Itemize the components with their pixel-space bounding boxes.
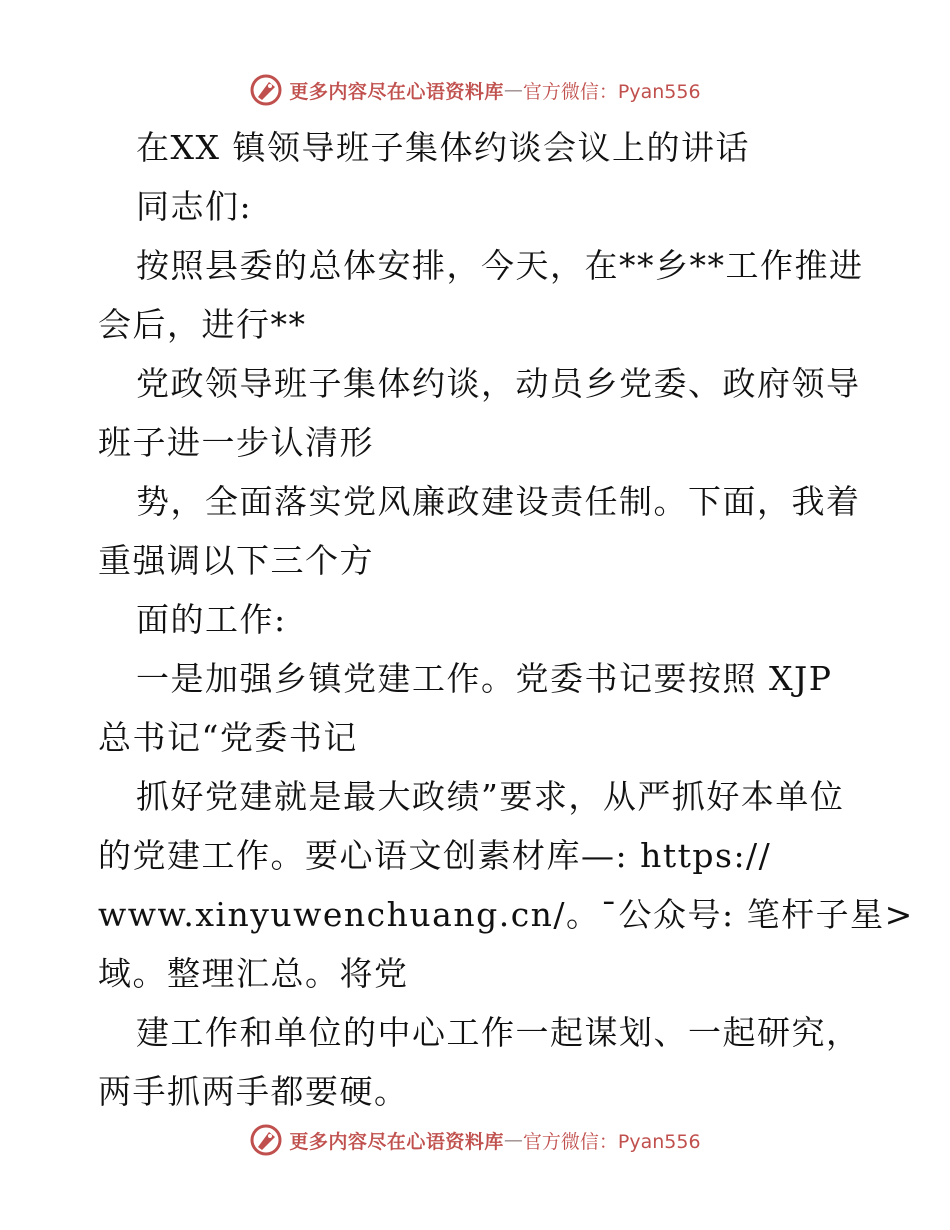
pen-nib-logo-icon (249, 1123, 283, 1157)
banner-contact: 官方微信：Pyan556 (522, 80, 701, 103)
paragraph-line: 会后，进行** (98, 305, 307, 344)
banner-dash: — (503, 1129, 523, 1151)
banner-dash: — (503, 79, 523, 101)
banner-site-text: 更多内容尽在心语资料库 (289, 80, 504, 103)
document-title: 在XX 镇领导班子集体约谈会议上的讲话 (136, 128, 750, 167)
paragraph-line: 重强调以下三个方 (98, 541, 374, 580)
banner-contact: 官方微信：Pyan556 (522, 1130, 701, 1153)
pen-nib-logo-icon (249, 73, 283, 107)
paragraph-line: 总书记“党委书记 (98, 718, 358, 757)
salutation: 同志们: (136, 187, 253, 226)
paragraph-line: 势，全面落实党风廉政建设责任制。下面，我着 (136, 482, 861, 521)
paragraph-line: 班子进一步认清形 (98, 423, 374, 462)
document-body (98, 118, 914, 1121)
paragraph-line: 的党建工作。要心语文创素材库—: https:// (98, 836, 772, 875)
paragraph-line: 党政领导班子集体约谈，动员乡党委、政府领导 (136, 364, 861, 403)
paragraph-line: 面的工作: (136, 600, 287, 639)
paragraph-line: 按照县委的总体安排，今天，在**乡**工作推进 (136, 246, 864, 285)
footer-banner (0, 1120, 950, 1160)
paragraph-line: 建工作和单位的中心工作一起谋划、一起研究， (136, 1013, 861, 1052)
banner-site-text: 更多内容尽在心语资料库 (289, 1130, 504, 1153)
paragraph-line: 域。整理汇总。将党 (98, 954, 409, 993)
paragraph-line: 两手抓两手都要硬。 (98, 1072, 409, 1111)
paragraph-line: www.xinyuwenchuang.cn/。¯公众号: 笔杆子星> (98, 895, 914, 934)
paragraph-line: 一是加强乡镇党建工作。党委书记要按照 XJP (136, 659, 833, 698)
header-banner (0, 70, 950, 110)
paragraph-line: 抓好党建就是最大政绩”要求，从严抓好本单位 (136, 777, 845, 816)
